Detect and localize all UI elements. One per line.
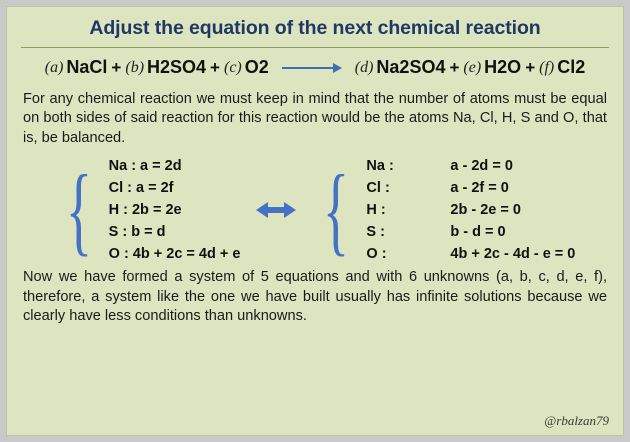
coefficient-d: (d) (354, 58, 374, 76)
equation-row (366, 224, 575, 240)
system-right (366, 158, 575, 262)
equation-label: O : (366, 246, 387, 263)
species-h2o: H2O (484, 57, 522, 77)
equation-body: 2b - 2e = 0 (450, 202, 521, 219)
page-title: Adjust the equation of the next chemical reaction (89, 17, 541, 39)
equation-systems (7, 154, 623, 266)
coefficient-f: (f) (539, 58, 555, 76)
coefficient-b: (b) (125, 58, 145, 76)
equation-row: S : b = d (108, 224, 166, 241)
plus-sign: + (449, 57, 460, 77)
equation-row: Na : a = 2d (108, 158, 182, 175)
equation-row (366, 246, 575, 262)
right-brace-icon: { (323, 154, 350, 266)
equation-body: a - 2f = 0 (450, 180, 509, 197)
equation-row: Cl : a = 2f (108, 180, 174, 197)
equation-label: Na : (366, 158, 394, 175)
equation-label: Cl : (366, 180, 390, 197)
equation-label: H : (366, 202, 386, 219)
equation-row (366, 180, 575, 196)
double-headed-arrow-icon (256, 202, 296, 218)
plus-sign: + (111, 57, 122, 77)
slide-canvas (6, 6, 624, 436)
equation-body: a - 2d = 0 (450, 158, 513, 175)
paragraph-conclusion: Now we have formed a system of 5 equations and with 6 unknowns (a, b, c, d, e, f), therefore, a system like the one we have built usually has infinite solutions because we clearly have less conditions than unknowns. (23, 269, 607, 325)
species-o2: O2 (244, 57, 269, 77)
species-nacl: NaCl (66, 57, 108, 77)
coefficient-c: (c) (223, 58, 242, 76)
equation-body: 4b + 2c - 4d - e = 0 (450, 246, 576, 263)
equation-row: H : 2b = 2e (108, 202, 182, 219)
species-h2so4: H2SO4 (147, 57, 207, 77)
coefficient-e: (e) (463, 58, 482, 76)
title-divider (21, 47, 609, 48)
plus-sign: + (210, 57, 220, 77)
author-signature: @rbalzan79 (544, 413, 609, 428)
equation-label: S : (366, 224, 385, 241)
paragraph-intro: For any chemical reaction we must keep in mind that the number of atoms must be equal on both sides of said reaction for this reaction would be the atoms Na, Cl, H, S and O, that is, be balanced. (23, 91, 607, 146)
equation-row (366, 202, 575, 218)
plus-sign: + (525, 57, 536, 77)
coefficient-a: (a) (44, 58, 64, 76)
reaction-arrow-icon (282, 63, 342, 73)
system-left (109, 158, 241, 262)
equation-body: b - d = 0 (450, 224, 506, 241)
chemical-equation (7, 57, 623, 78)
equation-row: O : 4b + 2c = 4d + e (108, 246, 241, 263)
left-brace-icon: { (65, 154, 92, 266)
species-na2so4: Na2SO4 (376, 57, 446, 77)
equation-row (366, 158, 575, 174)
species-cl2: Cl2 (557, 57, 586, 77)
